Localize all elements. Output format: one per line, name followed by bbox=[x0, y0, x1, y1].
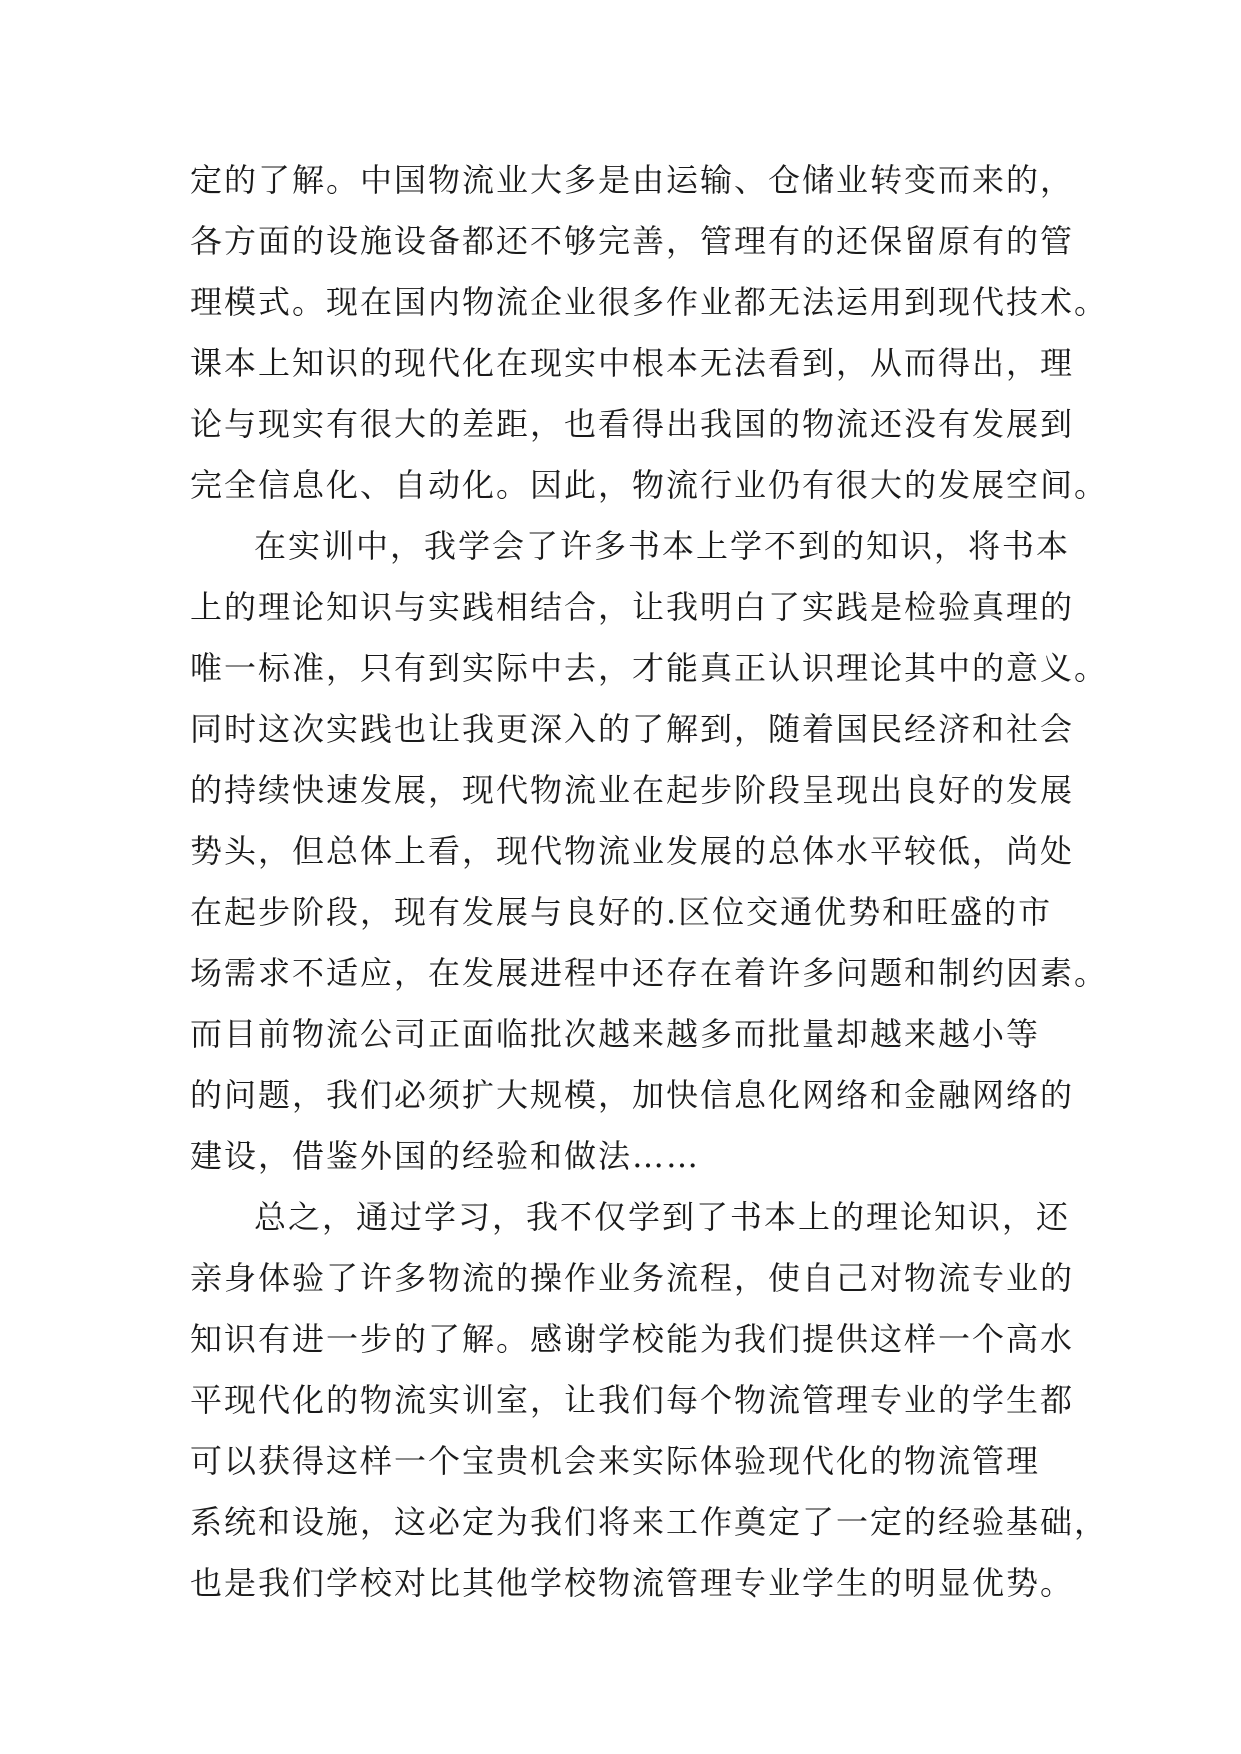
text-line: 同时这次实践也让我更深入的了解到，随着国民经济和社会 bbox=[190, 710, 1075, 748]
text-line: 也是我们学校对比其他学校物流管理专业学生的明显优势。 bbox=[190, 1564, 1075, 1602]
text-line: 势头，但总体上看，现代物流业发展的总体水平较低，尚处 bbox=[190, 832, 1075, 870]
body-text bbox=[190, 150, 1109, 1614]
text-line: 平现代化的物流实训室，让我们每个物流管理专业的学生都 bbox=[190, 1381, 1075, 1419]
text-line: 的问题，我们必须扩大规模，加快信息化网络和金融网络的 bbox=[190, 1076, 1075, 1114]
text-line: 的持续快速发展，现代物流业在起步阶段呈现出良好的发展 bbox=[190, 771, 1075, 809]
text-line: 可以获得这样一个宝贵机会来实际体验现代化的物流管理 bbox=[190, 1442, 1041, 1480]
paragraph-start-line: 总之，通过学习，我不仅学到了书本上的理论知识，还 bbox=[254, 1198, 1071, 1236]
text-line: 而目前物流公司正面临批次越来越多而批量却越来越小等 bbox=[190, 1015, 1041, 1053]
text-line: 上的理论知识与实践相结合，让我明白了实践是检验真理的 bbox=[190, 588, 1075, 626]
text-line: 定的了解。中国物流业大多是由运输、仓储业转变而来的， bbox=[190, 161, 1075, 199]
text-line: 各方面的设施设备都还不够完善，管理有的还保留原有的管 bbox=[190, 222, 1075, 260]
text-line: 知识有进一步的了解。感谢学校能为我们提供这样一个高水 bbox=[190, 1320, 1075, 1358]
text-line: 完全信息化、自动化。因此，物流行业仍有很大的发展空间。 bbox=[190, 466, 1109, 504]
text-line: 在起步阶段，现有发展与良好的.区位交通优势和旺盛的市 bbox=[190, 893, 1053, 931]
text-line: 场需求不适应，在发展进程中还存在着许多问题和制约因素。 bbox=[190, 954, 1109, 992]
text-line: 理模式。现在国内物流企业很多作业都无法运用到现代技术。 bbox=[190, 283, 1109, 321]
text-line: 唯一标准，只有到实际中去，才能真正认识理论其中的意义。 bbox=[190, 649, 1109, 687]
text-line: 建设，借鉴外国的经验和做法…… bbox=[190, 1137, 701, 1175]
text-line: 亲身体验了许多物流的操作业务流程，使自己对物流专业的 bbox=[190, 1259, 1075, 1297]
text-line: 系统和设施，这必定为我们将来工作奠定了一定的经验基础， bbox=[190, 1503, 1109, 1541]
text-line: 论与现实有很大的差距，也看得出我国的物流还没有发展到 bbox=[190, 405, 1075, 443]
paragraph-start-line: 在实训中，我学会了许多书本上学不到的知识，将书本 bbox=[254, 527, 1071, 565]
text-line: 课本上知识的现代化在现实中根本无法看到，从而得出，理 bbox=[190, 344, 1075, 382]
